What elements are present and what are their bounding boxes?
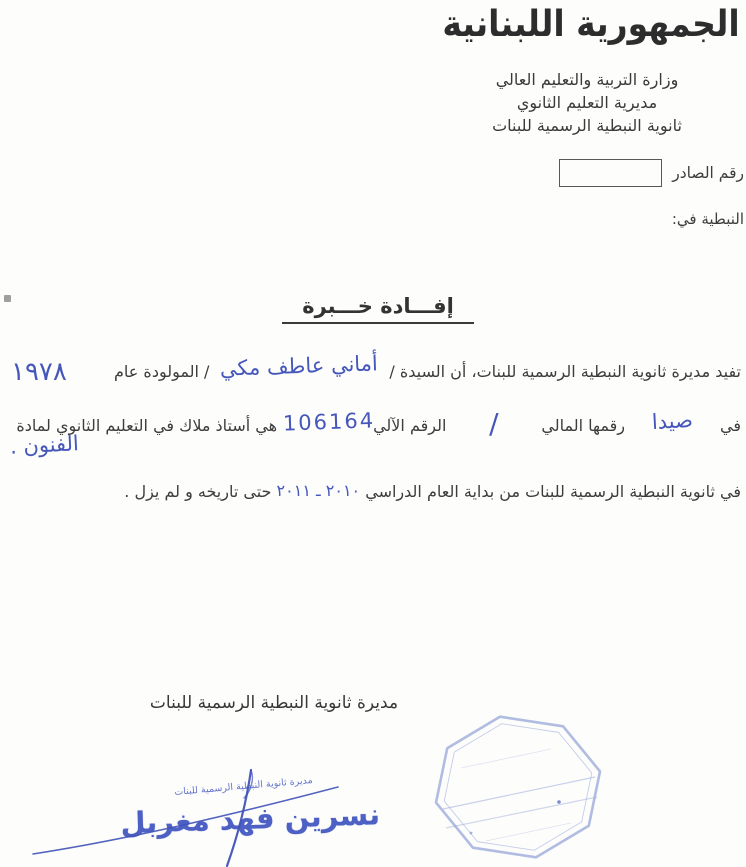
line3-printed-b: حتى تاريخه و لم يزل . bbox=[124, 482, 272, 501]
directorate-line: مديرية التعليم الثانوي bbox=[516, 93, 658, 112]
scan-speckle bbox=[4, 295, 11, 302]
handwritten-subject: الفنون . bbox=[9, 431, 80, 459]
handwritten-auto-number: 106164 bbox=[282, 408, 376, 436]
ministry-line: وزارة التربية والتعليم العالي bbox=[495, 70, 679, 89]
body-line-3 bbox=[5, 479, 741, 505]
place-date-label: النبطية في: bbox=[671, 210, 744, 228]
line2-printed-d: هي أستاذ ملاك في التعليم الثانوي لمادة bbox=[16, 416, 278, 435]
stamp-name: نسرين فهد مغربل bbox=[119, 797, 381, 841]
handwritten-name: أماني عاطف مكي bbox=[219, 351, 379, 381]
line3-printed-a: في ثانوية النبطية الرسمية للبنات من بداية العام الدراسي bbox=[365, 482, 741, 501]
stamp-small-text: مديرة ثانوية النبطية الرسمية للبنات bbox=[173, 774, 314, 799]
line2-printed-a: في bbox=[720, 416, 741, 435]
signature-title-line: مديرة ثانوية النبطية الرسمية للبنات bbox=[149, 693, 399, 713]
issue-number-label: رقم الصادر bbox=[672, 164, 744, 182]
line2-printed-c: الرقم الآلي bbox=[373, 416, 447, 435]
line2-printed-b: رقمها المالي bbox=[541, 416, 626, 435]
issue-number-box bbox=[559, 159, 662, 187]
line1-printed-b: / المولودة عام bbox=[114, 362, 210, 381]
handwritten-birth-year: ١٩٧٨ bbox=[11, 357, 67, 387]
line1-printed-a: تفيد مديرة ثانوية النبطية الرسمية للبنات، أن السيدة / bbox=[389, 362, 741, 381]
document-title: إفـــادة خـــبرة bbox=[282, 294, 474, 324]
handwritten-financial-slash: / bbox=[489, 407, 499, 440]
octagon-stamp-icon bbox=[431, 713, 609, 865]
body-line-1 bbox=[5, 351, 741, 387]
republic-calligraphy-title: الجمهورية اللبنانية bbox=[442, 2, 740, 45]
issue-number-row bbox=[559, 159, 744, 187]
body-line-2 bbox=[5, 409, 741, 439]
school-line: ثانوية النبطية الرسمية للبنات bbox=[492, 116, 682, 135]
letterhead-block bbox=[436, 68, 738, 137]
handwritten-school-years: ٢٠١٠ ـ ٢٠١١ bbox=[276, 481, 361, 500]
handwritten-place: صيدا bbox=[651, 407, 694, 435]
